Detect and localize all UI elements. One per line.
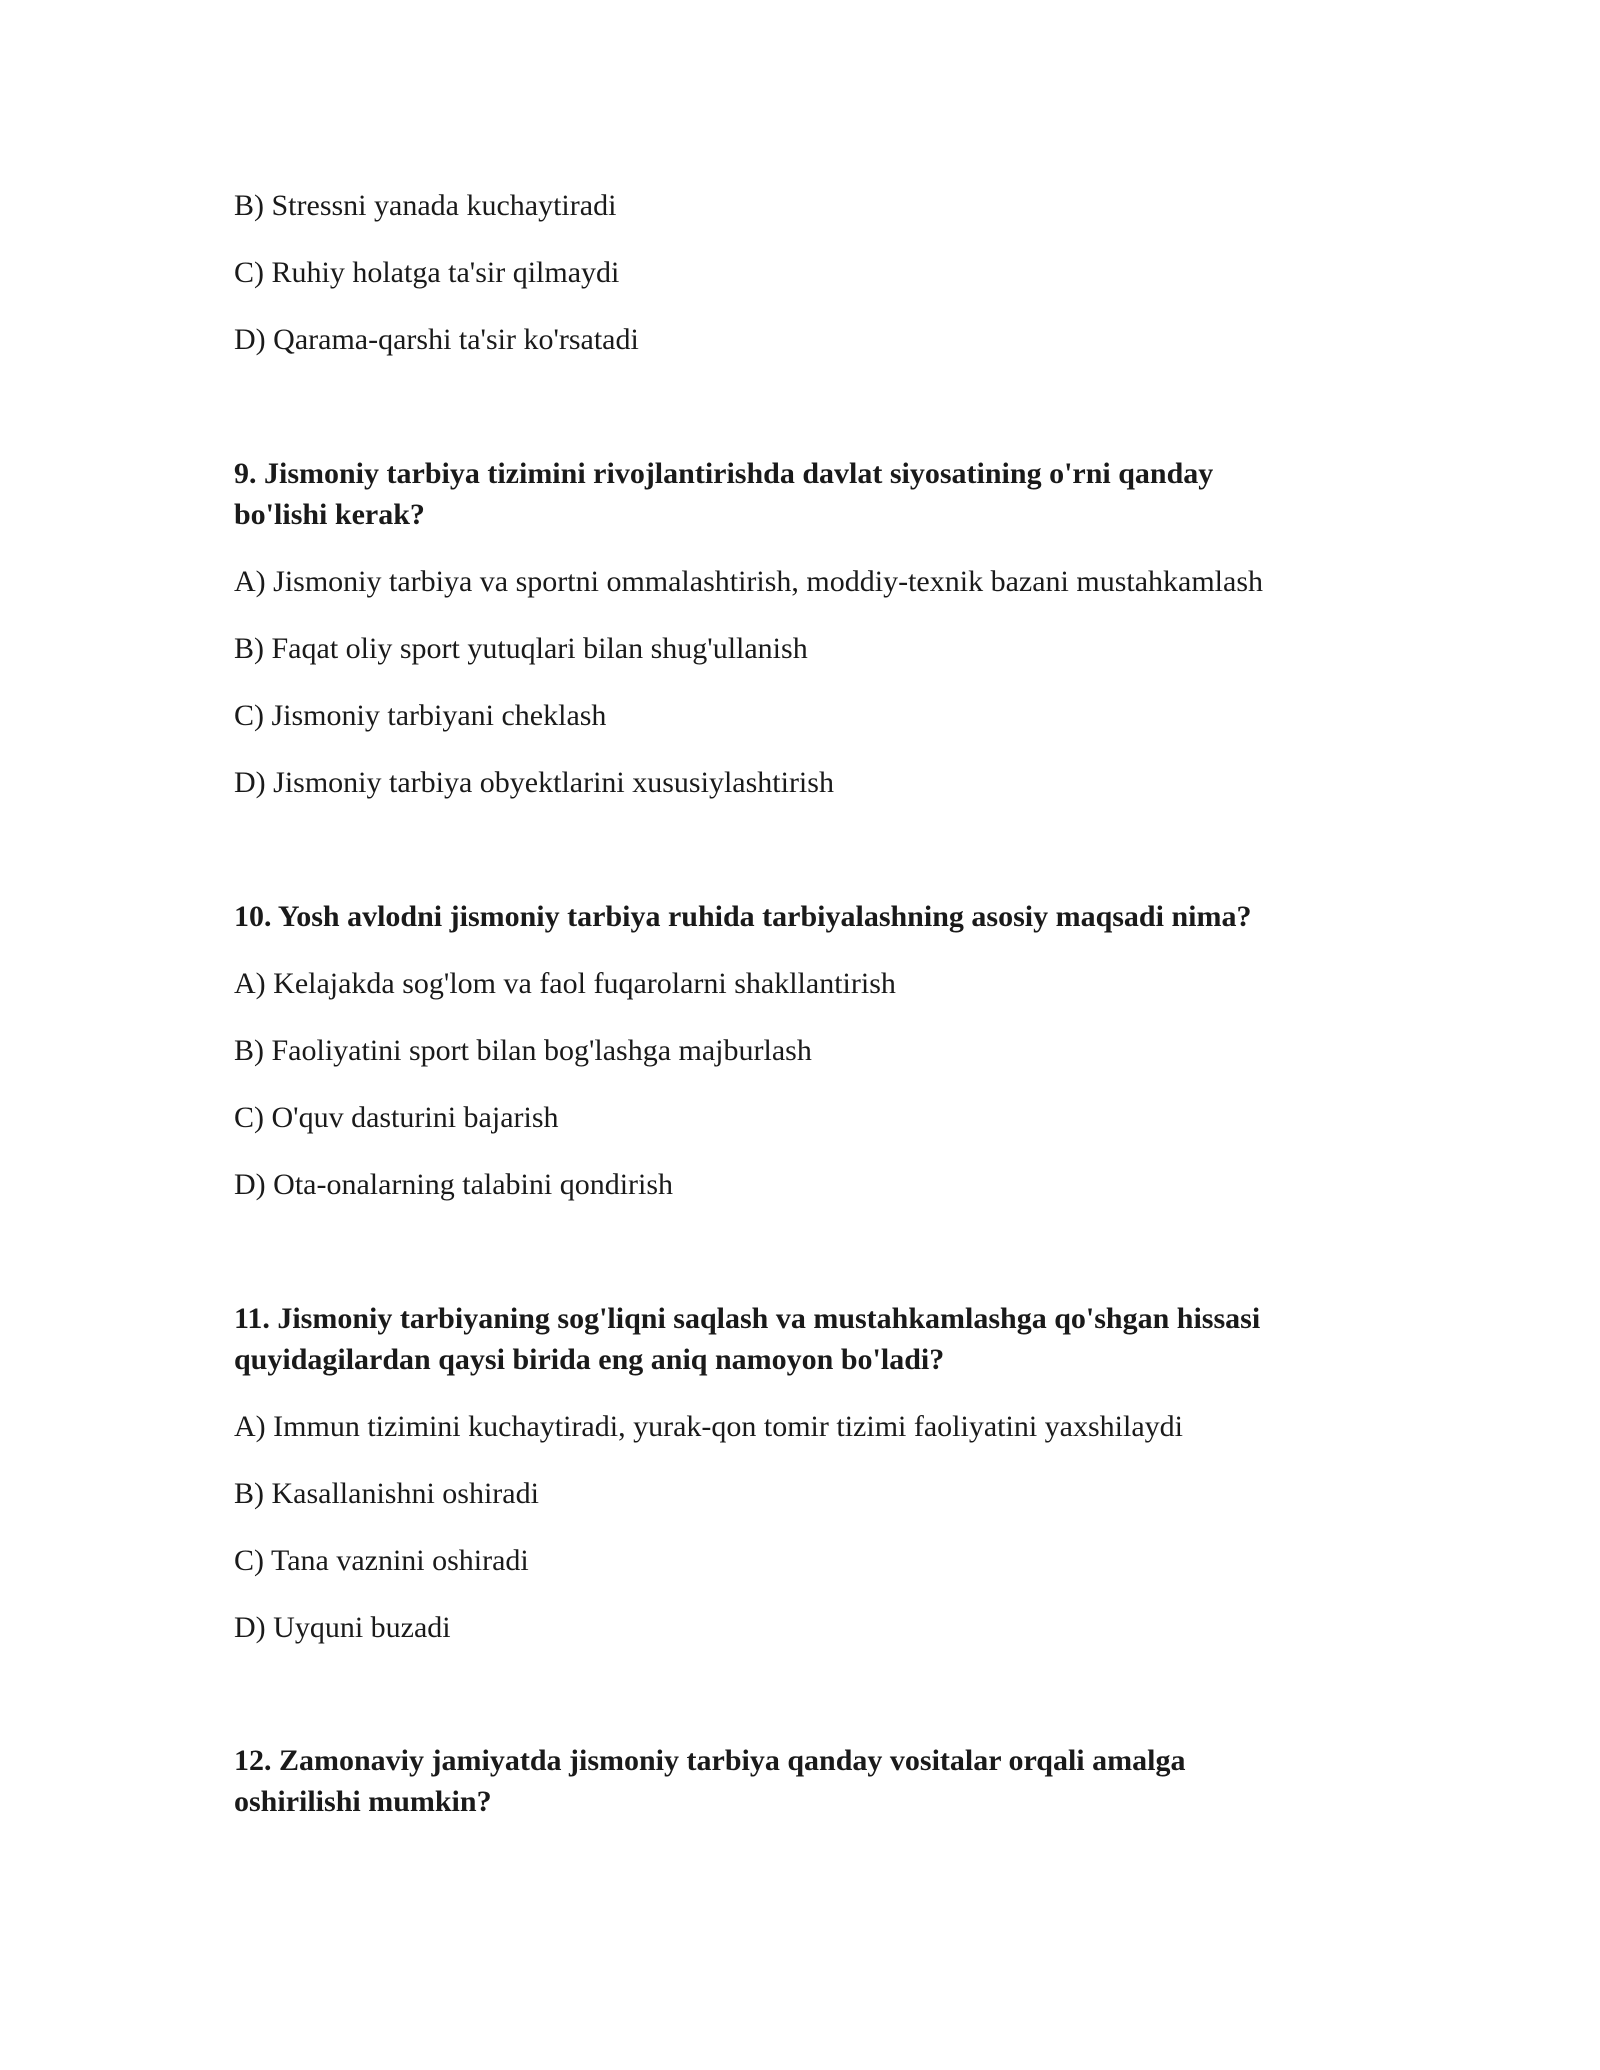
option-8-c: C) Ruhiy holatga ta'sir qilmaydi (234, 256, 620, 289)
question-12-title-line-1: 12. Zamonaviy jamiyatda jismoniy tarbiya qanday vositalar orqali amalga (234, 1744, 1186, 1777)
option-9-a: A) Jismoniy tarbiya va sportni ommalashtirish, moddiy-texnik bazani mustahkamlash (234, 565, 1263, 598)
question-11-title-line-2: quyidagilardan qaysi birida eng aniq namoyon bo'ladi? (234, 1343, 945, 1376)
option-10-a: A) Kelajakda sog'lom va faol fuqarolarni shakllantirish (234, 967, 896, 1000)
option-9-c: C) Jismoniy tarbiyani cheklash (234, 699, 607, 732)
option-10-c: C) O'quv dasturini bajarish (234, 1101, 559, 1134)
question-9-title-line-1: 9. Jismoniy tarbiya tizimini rivojlantirishda davlat siyosatining o'rni qanday (234, 457, 1214, 490)
question-10-title: 10. Yosh avlodni jismoniy tarbiya ruhida tarbiyalashning asosiy maqsadi nima? (234, 900, 1252, 933)
option-10-b: B) Faoliyatini sport bilan bog'lashga majburlash (234, 1034, 812, 1067)
question-9-title-line-2: bo'lishi kerak? (234, 498, 425, 531)
option-8-b: B) Stressni yanada kuchaytiradi (234, 189, 617, 222)
option-9-b: B) Faqat oliy sport yutuqlari bilan shug'ullanish (234, 632, 808, 665)
option-11-d: D) Uyquni buzadi (234, 1611, 451, 1644)
question-12-title-line-2: oshirilishi mumkin? (234, 1785, 492, 1818)
option-11-b: B) Kasallanishni oshiradi (234, 1477, 539, 1510)
option-11-a: A) Immun tizimini kuchaytiradi, yurak-qon tomir tizimi faoliyatini yaxshilaydi (234, 1410, 1183, 1443)
option-10-d: D) Ota-onalarning talabini qondirish (234, 1168, 674, 1201)
option-11-c: C) Tana vaznini oshiradi (234, 1544, 529, 1577)
question-11-title-line-1: 11. Jismoniy tarbiyaning sog'liqni saqlash va mustahkamlashga qo'shgan hissasi (234, 1302, 1261, 1335)
option-8-d: D) Qarama-qarshi ta'sir ko'rsatadi (234, 323, 639, 356)
option-9-d: D) Jismoniy tarbiya obyektlarini xususiylashtirish (234, 766, 834, 799)
